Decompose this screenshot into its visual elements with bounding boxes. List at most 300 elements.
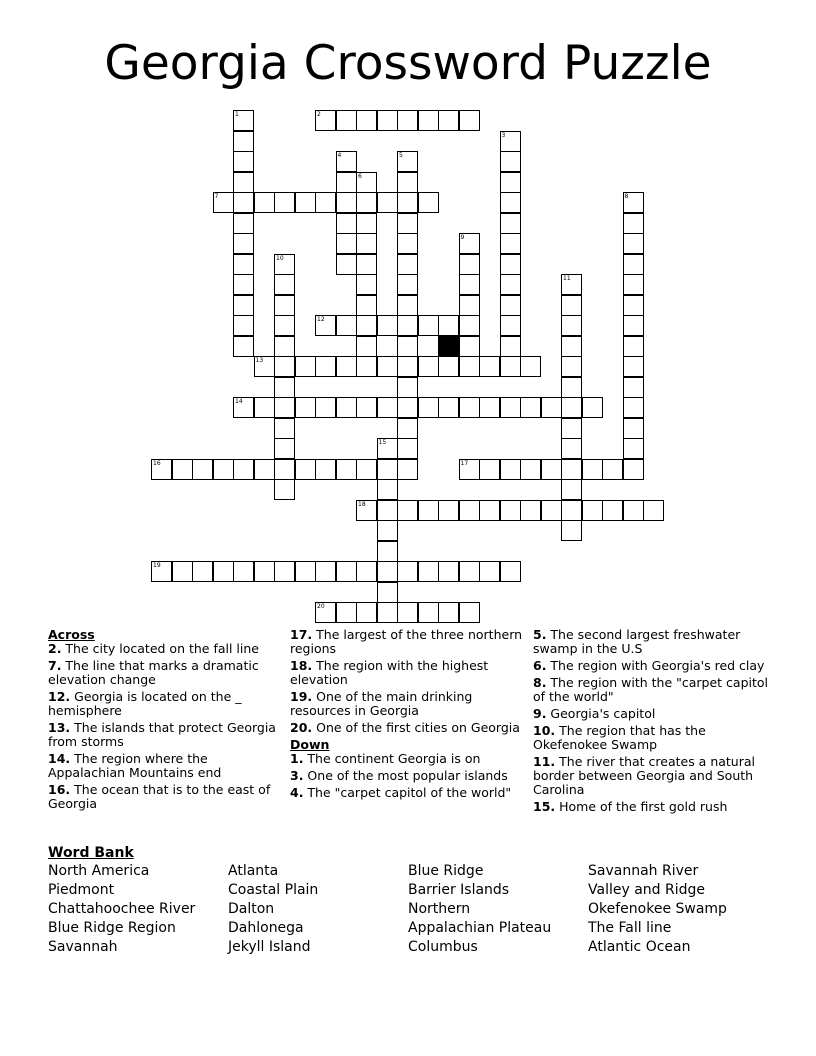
clue-number: 11 xyxy=(563,275,571,282)
clue-number-label: 5. xyxy=(533,627,547,642)
grid-cell[interactable] xyxy=(213,459,234,480)
grid-cell[interactable] xyxy=(274,356,295,377)
grid-cell[interactable] xyxy=(520,356,541,377)
clue-number-label: 16. xyxy=(48,782,71,797)
clue-number: 18 xyxy=(358,500,366,508)
grid-cell[interactable] xyxy=(315,110,336,131)
grid-cell[interactable] xyxy=(459,561,480,582)
grid-cell[interactable] xyxy=(561,500,582,521)
grid-cell[interactable] xyxy=(438,397,459,418)
grid-cell[interactable] xyxy=(623,233,644,254)
grid-cell[interactable] xyxy=(213,561,234,582)
grid-cell[interactable] xyxy=(151,459,172,480)
grid-cell[interactable] xyxy=(274,295,295,316)
clue-item: 17. The largest of the three northern regions xyxy=(290,627,523,656)
word-bank-column xyxy=(228,862,318,957)
page-title: Georgia Crossword Puzzle xyxy=(104,36,712,91)
clue-number-label: 19. xyxy=(290,689,313,704)
word-bank-column xyxy=(48,862,195,957)
clue-item: 4. The "carpet capitol of the world" xyxy=(290,785,512,800)
grid-cell[interactable] xyxy=(397,602,418,623)
clue-item: 15. Home of the first gold rush xyxy=(533,799,728,814)
grid-cell[interactable] xyxy=(459,315,480,336)
grid-cell[interactable] xyxy=(213,192,234,213)
clue-number: 12 xyxy=(317,316,325,323)
grid-cell[interactable] xyxy=(397,418,418,439)
grid-cell[interactable] xyxy=(459,336,480,357)
grid-cell[interactable] xyxy=(582,397,603,418)
grid-cell[interactable] xyxy=(520,459,541,480)
grid-cell[interactable] xyxy=(336,459,357,480)
grid-cell[interactable] xyxy=(459,254,480,275)
grid-cell[interactable] xyxy=(561,274,582,295)
grid-cell[interactable] xyxy=(479,356,500,377)
grid-cell[interactable] xyxy=(418,356,439,377)
clue-item: 19. One of the main drinking resources in Georgia xyxy=(290,689,473,718)
clue-number-label: 8. xyxy=(533,675,547,690)
word-bank-item: Valley and Ridge xyxy=(588,882,705,898)
grid-cell[interactable] xyxy=(397,192,418,213)
grid-cell[interactable] xyxy=(623,254,644,275)
clue-column-3 xyxy=(533,628,771,817)
grid-cell[interactable] xyxy=(500,172,521,193)
grid-cell[interactable] xyxy=(356,172,377,193)
grid-cell[interactable] xyxy=(623,192,644,213)
grid-cell[interactable] xyxy=(561,459,582,480)
word-bank-item: Blue Ridge Region xyxy=(48,920,176,936)
clue-item: 13. The islands that protect Georgia from storms xyxy=(48,720,276,749)
grid-cell[interactable] xyxy=(623,377,644,398)
grid-cell[interactable] xyxy=(356,561,377,582)
grid-cell[interactable] xyxy=(397,500,418,521)
grid-cell[interactable] xyxy=(356,459,377,480)
clue-item: 5. The second largest freshwater swamp in the U.S xyxy=(533,627,741,656)
clue-number-label: 15. xyxy=(533,799,556,814)
clue-number-label: 3. xyxy=(290,768,304,783)
grid-cell[interactable] xyxy=(192,561,213,582)
down-heading: Down xyxy=(290,737,330,752)
clue-number: 8 xyxy=(624,193,629,200)
grid-cell[interactable] xyxy=(233,315,254,336)
grid-cell[interactable] xyxy=(520,500,541,521)
clue-item: 9. Georgia's capitol xyxy=(533,706,656,721)
grid-cell[interactable] xyxy=(500,397,521,418)
grid-cell[interactable] xyxy=(172,561,193,582)
grid-cell[interactable] xyxy=(623,418,644,439)
clue-number: 16 xyxy=(153,459,161,467)
grid-cell[interactable] xyxy=(500,356,521,377)
grid-cell[interactable] xyxy=(459,295,480,316)
clue-number: 2 xyxy=(317,111,321,118)
grid-cell[interactable] xyxy=(274,438,295,459)
grid-cell[interactable] xyxy=(459,356,480,377)
grid-cell[interactable] xyxy=(561,377,582,398)
grid-cell[interactable] xyxy=(356,397,377,418)
grid-cell[interactable] xyxy=(541,500,562,521)
grid-cell[interactable] xyxy=(377,110,398,131)
word-bank-title: Word Bank xyxy=(48,845,134,861)
grid-cell[interactable] xyxy=(561,397,582,418)
across-heading: Across xyxy=(48,627,95,642)
word-bank-item: North America xyxy=(48,863,150,879)
grid-cell[interactable] xyxy=(295,192,316,213)
grid-cell[interactable] xyxy=(336,315,357,336)
grid-cell[interactable] xyxy=(397,233,418,254)
grid-cell[interactable] xyxy=(459,397,480,418)
grid-cell[interactable] xyxy=(377,602,398,623)
grid-cell[interactable] xyxy=(295,397,316,418)
grid-cell[interactable] xyxy=(356,110,377,131)
grid-cell[interactable] xyxy=(233,295,254,316)
grid-cell[interactable] xyxy=(500,500,521,521)
grid-cell[interactable] xyxy=(643,500,664,521)
grid-cell[interactable] xyxy=(623,438,644,459)
grid-cell[interactable] xyxy=(397,356,418,377)
grid-cell[interactable] xyxy=(623,356,644,377)
grid-cell[interactable] xyxy=(561,479,582,500)
grid-cell[interactable] xyxy=(438,500,459,521)
word-bank-column xyxy=(588,862,727,957)
grid-cell[interactable] xyxy=(500,254,521,275)
grid-cell[interactable] xyxy=(418,110,439,131)
grid-cell[interactable] xyxy=(274,315,295,336)
grid-cell[interactable] xyxy=(438,315,459,336)
grid-cell[interactable] xyxy=(561,295,582,316)
grid-cell[interactable] xyxy=(274,377,295,398)
clue-number: 5 xyxy=(399,152,403,159)
grid-cell[interactable] xyxy=(233,110,254,131)
grid-cell[interactable] xyxy=(274,418,295,439)
clue-number-label: 14. xyxy=(48,751,71,766)
clue-item: 10. The region that has the Okefenokee Swamp xyxy=(533,723,706,752)
clue-item: 1. The continent Georgia is on xyxy=(290,751,481,766)
grid-cell[interactable] xyxy=(356,336,377,357)
grid-cell[interactable] xyxy=(336,110,357,131)
clue-number: 20 xyxy=(317,603,325,610)
grid-cell[interactable] xyxy=(623,274,644,295)
black-cell xyxy=(438,336,459,357)
clue-number-label: 17. xyxy=(290,627,313,642)
word-bank-item: Coastal Plain xyxy=(228,882,319,898)
clue-number-label: 2. xyxy=(48,641,62,656)
grid-cell[interactable] xyxy=(582,500,603,521)
word-bank-item: Savannah River xyxy=(588,863,699,879)
word-bank-item: Barrier Islands xyxy=(408,882,510,898)
grid-cell[interactable] xyxy=(377,356,398,377)
grid-cell[interactable] xyxy=(336,356,357,377)
grid-cell[interactable] xyxy=(418,500,439,521)
word-bank-item: Atlantic Ocean xyxy=(588,939,691,955)
grid-cell[interactable] xyxy=(459,233,480,254)
grid-cell[interactable] xyxy=(397,315,418,336)
clue-item: 3. One of the most popular islands xyxy=(290,768,508,783)
grid-cell[interactable] xyxy=(377,315,398,336)
grid-cell[interactable] xyxy=(274,336,295,357)
grid-cell[interactable] xyxy=(254,356,275,377)
grid-cell[interactable] xyxy=(274,192,295,213)
grid-cell[interactable] xyxy=(561,336,582,357)
clue-item: 2. The city located on the fall line xyxy=(48,641,259,656)
grid-cell[interactable] xyxy=(233,397,254,418)
clue-item: 7. The line that marks a dramatic elevation change xyxy=(48,658,259,687)
grid-cell[interactable] xyxy=(356,274,377,295)
grid-cell[interactable] xyxy=(315,192,336,213)
clue-number-label: 7. xyxy=(48,658,62,673)
grid-cell[interactable] xyxy=(438,356,459,377)
grid-cell[interactable] xyxy=(295,459,316,480)
word-bank-item: Northern xyxy=(408,901,471,917)
grid-cell[interactable] xyxy=(377,561,398,582)
grid-cell[interactable] xyxy=(397,151,418,172)
grid-cell[interactable] xyxy=(500,151,521,172)
grid-cell[interactable] xyxy=(233,459,254,480)
grid-cell[interactable] xyxy=(500,459,521,480)
grid-cell[interactable] xyxy=(377,541,398,562)
grid-cell[interactable] xyxy=(541,459,562,480)
word-bank-item: Dalton xyxy=(228,901,275,917)
grid-cell[interactable] xyxy=(479,561,500,582)
clue-column-1 xyxy=(48,628,286,814)
grid-cell[interactable] xyxy=(397,295,418,316)
grid-cell[interactable] xyxy=(254,561,275,582)
word-bank-item: Jekyll Island xyxy=(228,939,311,955)
clue-item: 18. The region with the highest elevation xyxy=(290,658,489,687)
grid-cell[interactable] xyxy=(356,233,377,254)
grid-cell[interactable] xyxy=(172,459,193,480)
grid-cell[interactable] xyxy=(274,254,295,275)
grid-cell[interactable] xyxy=(377,192,398,213)
clue-number: 6 xyxy=(358,172,362,180)
grid-cell[interactable] xyxy=(479,397,500,418)
clue-item: 8. The region with the "carpet capitol of the world" xyxy=(533,675,769,704)
grid-cell[interactable] xyxy=(356,192,377,213)
grid-cell[interactable] xyxy=(500,315,521,336)
grid-cell[interactable] xyxy=(397,438,418,459)
word-bank-item: Blue Ridge xyxy=(408,863,484,879)
grid-cell[interactable] xyxy=(295,561,316,582)
grid-cell[interactable] xyxy=(418,602,439,623)
grid-cell[interactable] xyxy=(623,315,644,336)
grid-cell[interactable] xyxy=(438,561,459,582)
clue-item: 14. The region where the Appalachian Mountains end xyxy=(48,751,222,780)
grid-cell[interactable] xyxy=(356,254,377,275)
grid-cell[interactable] xyxy=(438,602,459,623)
grid-cell[interactable] xyxy=(377,500,398,521)
grid-cell[interactable] xyxy=(233,336,254,357)
grid-cell[interactable] xyxy=(397,561,418,582)
grid-cell[interactable] xyxy=(336,254,357,275)
clue-number: 4 xyxy=(337,152,342,159)
grid-cell[interactable] xyxy=(623,459,644,480)
grid-cell[interactable] xyxy=(254,192,275,213)
grid-cell[interactable] xyxy=(623,336,644,357)
clue-number-label: 13. xyxy=(48,720,71,735)
grid-cell[interactable] xyxy=(623,213,644,234)
clue-number-label: 6. xyxy=(533,658,547,673)
grid-cell[interactable] xyxy=(356,315,377,336)
grid-cell[interactable] xyxy=(459,500,480,521)
clue-item: 16. The ocean that is to the east of Georgia xyxy=(48,782,271,811)
grid-cell[interactable] xyxy=(295,356,316,377)
grid-cell[interactable] xyxy=(561,356,582,377)
grid-cell[interactable] xyxy=(336,397,357,418)
word-bank-column xyxy=(408,862,551,957)
grid-cell[interactable] xyxy=(561,438,582,459)
grid-cell[interactable] xyxy=(561,315,582,336)
grid-cell[interactable] xyxy=(397,172,418,193)
grid-cell[interactable] xyxy=(233,233,254,254)
word-bank-item: Savannah xyxy=(48,939,118,955)
clue-number: 15 xyxy=(378,439,387,446)
grid-cell[interactable] xyxy=(254,459,275,480)
clue-number-label: 12. xyxy=(48,689,71,704)
grid-cell[interactable] xyxy=(274,479,295,500)
grid-cell[interactable] xyxy=(233,213,254,234)
clue-number-label: 1. xyxy=(290,751,304,766)
word-bank-item: Columbus xyxy=(408,939,478,955)
grid-cell[interactable] xyxy=(479,500,500,521)
clue-number: 10 xyxy=(276,254,284,262)
clue-number-label: 10. xyxy=(533,723,556,738)
grid-cell[interactable] xyxy=(500,192,521,213)
grid-cell[interactable] xyxy=(459,459,480,480)
clue-number-label: 11. xyxy=(533,754,556,769)
grid-cell[interactable] xyxy=(233,254,254,275)
word-bank-item: Dahlonega xyxy=(228,920,304,936)
grid-cell[interactable] xyxy=(254,397,275,418)
grid-cell[interactable] xyxy=(274,274,295,295)
grid-cell[interactable] xyxy=(356,295,377,316)
grid-cell[interactable] xyxy=(602,500,623,521)
grid-cell[interactable] xyxy=(356,213,377,234)
clue-number-label: 18. xyxy=(290,658,313,673)
grid-cell[interactable] xyxy=(192,459,213,480)
clue-number: 9 xyxy=(460,234,465,241)
clue-item: 11. The river that creates a natural border between Georgia and South Carolina xyxy=(533,754,755,797)
grid-cell[interactable] xyxy=(377,479,398,500)
grid-cell[interactable] xyxy=(418,315,439,336)
grid-cell[interactable] xyxy=(500,233,521,254)
clue-number: 1 xyxy=(235,111,239,118)
grid-cell[interactable] xyxy=(397,377,418,398)
grid-cell[interactable] xyxy=(377,459,398,480)
grid-cell[interactable] xyxy=(233,192,254,213)
grid-cell[interactable] xyxy=(356,500,377,521)
clue-number-label: 4. xyxy=(290,785,304,800)
grid-cell[interactable] xyxy=(397,274,418,295)
grid-cell[interactable] xyxy=(315,602,336,623)
grid-cell[interactable] xyxy=(479,459,500,480)
clue-number: 13 xyxy=(255,357,264,364)
grid-cell[interactable] xyxy=(336,172,357,193)
grid-cell[interactable] xyxy=(602,459,623,480)
grid-cell[interactable] xyxy=(459,110,480,131)
clue-number-label: 20. xyxy=(290,720,313,735)
grid-cell[interactable] xyxy=(500,131,521,152)
clue-item: 20. One of the first cities on Georgia xyxy=(290,720,520,735)
grid-cell[interactable] xyxy=(151,561,172,582)
grid-cell[interactable] xyxy=(377,520,398,541)
grid-cell[interactable] xyxy=(336,151,357,172)
grid-cell[interactable] xyxy=(274,561,295,582)
word-bank-item: The Fall line xyxy=(588,920,672,936)
grid-cell[interactable] xyxy=(582,459,603,480)
grid-cell[interactable] xyxy=(397,336,418,357)
clue-number: 14 xyxy=(235,398,243,405)
grid-cell[interactable] xyxy=(561,520,582,541)
grid-cell[interactable] xyxy=(397,397,418,418)
clue-number: 17 xyxy=(460,459,469,467)
grid-cell[interactable] xyxy=(315,397,336,418)
grid-cell[interactable] xyxy=(397,110,418,131)
grid-cell[interactable] xyxy=(623,500,644,521)
grid-cell[interactable] xyxy=(397,459,418,480)
grid-cell[interactable] xyxy=(438,110,459,131)
grid-cell[interactable] xyxy=(233,131,254,152)
grid-cell[interactable] xyxy=(397,254,418,275)
grid-cell[interactable] xyxy=(500,295,521,316)
clue-number: 7 xyxy=(214,193,219,200)
grid-cell[interactable] xyxy=(418,397,439,418)
grid-cell[interactable] xyxy=(336,602,357,623)
grid-cell[interactable] xyxy=(315,459,336,480)
grid-cell[interactable] xyxy=(418,561,439,582)
grid-cell[interactable] xyxy=(541,397,562,418)
grid-cell[interactable] xyxy=(315,356,336,377)
word-bank-item: Atlanta xyxy=(228,863,279,879)
grid-cell[interactable] xyxy=(274,397,295,418)
grid-cell[interactable] xyxy=(459,602,480,623)
grid-cell[interactable] xyxy=(336,213,357,234)
grid-cell[interactable] xyxy=(233,274,254,295)
clue-item: 6. The region with Georgia's red clay xyxy=(533,658,765,673)
clue-number: 3 xyxy=(501,131,506,139)
grid-cell[interactable] xyxy=(356,356,377,377)
grid-cell[interactable] xyxy=(500,336,521,357)
grid-cell[interactable] xyxy=(500,213,521,234)
grid-cell[interactable] xyxy=(336,561,357,582)
grid-cell[interactable] xyxy=(377,438,398,459)
grid-cell[interactable] xyxy=(500,561,521,582)
grid-cell[interactable] xyxy=(623,397,644,418)
grid-cell[interactable] xyxy=(561,418,582,439)
word-bank-item: Appalachian Plateau xyxy=(408,920,552,936)
grid-cell[interactable] xyxy=(233,172,254,193)
grid-cell[interactable] xyxy=(377,582,398,603)
clue-column-2 xyxy=(290,628,528,803)
clue-item: 12. Georgia is located on the _ hemisphere xyxy=(48,689,242,718)
grid-cell[interactable] xyxy=(233,561,254,582)
grid-cell[interactable] xyxy=(315,561,336,582)
grid-cell[interactable] xyxy=(336,233,357,254)
grid-cell[interactable] xyxy=(233,151,254,172)
grid-cell[interactable] xyxy=(520,397,541,418)
word-bank-item: Chattahoochee River xyxy=(48,901,196,917)
grid-cell[interactable] xyxy=(418,192,439,213)
grid-cell[interactable] xyxy=(356,602,377,623)
clue-number-label: 9. xyxy=(533,706,547,721)
grid-cell[interactable] xyxy=(336,192,357,213)
clue-number: 19 xyxy=(153,562,161,569)
grid-cell[interactable] xyxy=(623,295,644,316)
grid-cell[interactable] xyxy=(500,274,521,295)
grid-cell[interactable] xyxy=(274,459,295,480)
grid-cell[interactable] xyxy=(315,315,336,336)
grid-cell[interactable] xyxy=(377,397,398,418)
grid-cell[interactable] xyxy=(459,274,480,295)
word-bank-item: Okefenokee Swamp xyxy=(588,901,727,917)
grid-cell[interactable] xyxy=(397,213,418,234)
